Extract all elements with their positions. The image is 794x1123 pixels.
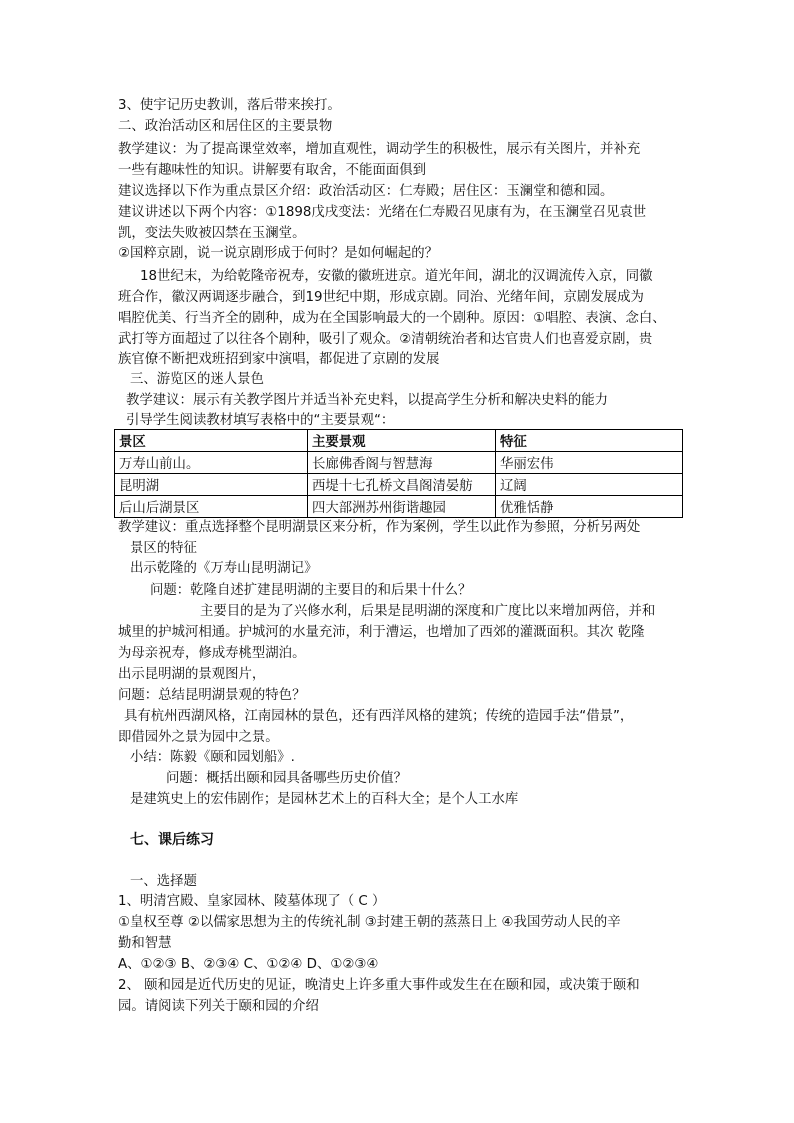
text-line: 出示昆明湖的景观图片，: [118, 667, 266, 682]
table-row: [115, 474, 683, 496]
text-line: 一、选择题: [130, 874, 197, 889]
section-heading: 二、政治活动区和居住区的主要景物: [118, 119, 333, 134]
table-header-cell: 特征: [496, 430, 683, 452]
text-line: 问题：乾隆自述扩建昆明湖的主要目的和后果十什么？: [150, 583, 472, 598]
table-cell: 后山后湖景区: [115, 496, 308, 518]
text-line: 唱腔优美、行当齐全的剧种，成为在全国影响最大的一个剧种。原因：①唱腔、表演、念白、: [118, 311, 666, 326]
text-line: 3、使宇记历史教训，落后带来挨打。: [118, 98, 341, 113]
table-cell: 优雅恬静: [496, 496, 683, 518]
scenery-table: [114, 429, 683, 518]
table-cell: 长廊佛香阁与智慧海: [308, 452, 496, 474]
text-line: ②国粹京剧，说一说京剧形成于何时？是如何崛起的？: [118, 246, 438, 261]
text-line: 2、 颐和园是近代历史的见证，晚清史上许多重大事件或发生在在颐和园，或决策于颐和: [118, 978, 640, 993]
text-line: 出示乾隆的《万寿山昆明湖记》: [130, 561, 318, 576]
table-header-row: [115, 430, 683, 452]
table-header-cell: 景区: [115, 430, 308, 452]
text-line: 教学建议：重点选择整个昆明湖景区来分析，作为案例，学生以此作为参照，分析另两处: [118, 520, 641, 535]
text-line: ①皇权至尊 ②以儒家思想为主的传统礼制 ③封建王朝的蒸蒸日上 ④我国劳动人民的辛: [118, 915, 621, 930]
text-line: 小结：陈毅《颐和园划船》.: [130, 750, 295, 765]
section-heading: 七、课后练习: [130, 832, 214, 848]
text-line: 教学建议：展示有关教学图片并适当补充史料，以提高学生分析和解决史料的能力: [126, 393, 609, 408]
text-line: 勤和智慧: [118, 936, 172, 951]
text-line: 主要目的是为了兴修水利，后果是昆明湖的深度和广度比以来增加两倍，并和: [200, 604, 656, 619]
table-cell: 昆明湖: [115, 474, 308, 496]
text-line: 班合作，徽汉两调逐步融合，到19世纪中期，形成京剧。同治、光绪年间，京剧发展成为: [118, 290, 644, 305]
table-cell: 辽阔: [496, 474, 683, 496]
table-row: [115, 452, 683, 474]
table-cell: 万寿山前山。: [115, 452, 308, 474]
text-line: 问题：总结昆明湖景观的特色？: [118, 688, 306, 703]
text-line: 即借园外之景为园中之景。: [118, 730, 279, 745]
text-line: 建议选择以下作为重点景区介绍：政治活动区：仁寿殿；居住区：玉澜堂和德和园。: [118, 184, 614, 199]
table-cell: 西堤十七孔桥文昌阁清晏舫: [308, 474, 496, 496]
text-line: 教学建议：为了提高课堂效率，增加直观性，调动学生的积极性，展示有关图片，并补充: [118, 142, 641, 157]
text-line: 1、明清宫殿、皇家园林、陵墓体现了（ C ）: [118, 894, 386, 909]
text-line: 一些有趣味性的知识。讲解要有取舍，不能面面俱到: [118, 163, 426, 178]
text-line: 具有杭州西湖风格，江南园林的景色，还有西洋风格的建筑；传统的造园手法“借景”，: [124, 709, 634, 724]
text-line: 武打等方面超过了以往各个剧种，吸引了观众。②清朝统治者和达官贵人们也喜爱京剧，贵: [118, 332, 653, 347]
table-cell: 华丽宏伟: [496, 452, 683, 474]
text-line: 园。请阅读下列关于颐和园的介绍: [118, 999, 319, 1014]
table-row: [115, 496, 683, 518]
text-line: 族官僚不断把戏班招到家中演唱，都促进了京剧的发展: [118, 352, 440, 367]
text-line: 建议讲述以下两个内容：①1898戊戌变法：光绪在仁寿殿召见康有为，在玉澜堂召见袁世: [118, 205, 647, 220]
table-header-cell: 主要景观: [308, 430, 496, 452]
text-line: 凯，变法失败被囚禁在玉澜堂。: [118, 226, 306, 241]
section-heading: 三、游览区的迷人景色: [130, 372, 264, 387]
text-line: 为母亲祝寿，修成寿桃型湖泊。: [118, 646, 306, 661]
text-line: 城里的护城河相通。护城河的水量充沛，利于漕运，也增加了西郊的灌溉面积。其次 乾隆: [118, 625, 645, 640]
text-line: 景区的特征: [130, 541, 197, 556]
text-line: 18世纪末，为给乾隆帝祝寿，安徽的徽班进京。道光年间，湖北的汉调流传入京，同徽: [140, 269, 653, 284]
text-line: A、①②③ B、②③④ C、①②④ D、①②③④: [118, 957, 379, 972]
text-line: 问题：概括出颐和园具备哪些历史价值？: [166, 771, 408, 786]
text-line: 是建筑史上的宏伟剧作；是园林艺术上的百科大全；是个人工水库: [130, 792, 519, 807]
table-cell: 四大部洲苏州街谐趣园: [308, 496, 496, 518]
text-line: 引导学生阅读教材填写表格中的“主要景观“：: [126, 413, 395, 428]
